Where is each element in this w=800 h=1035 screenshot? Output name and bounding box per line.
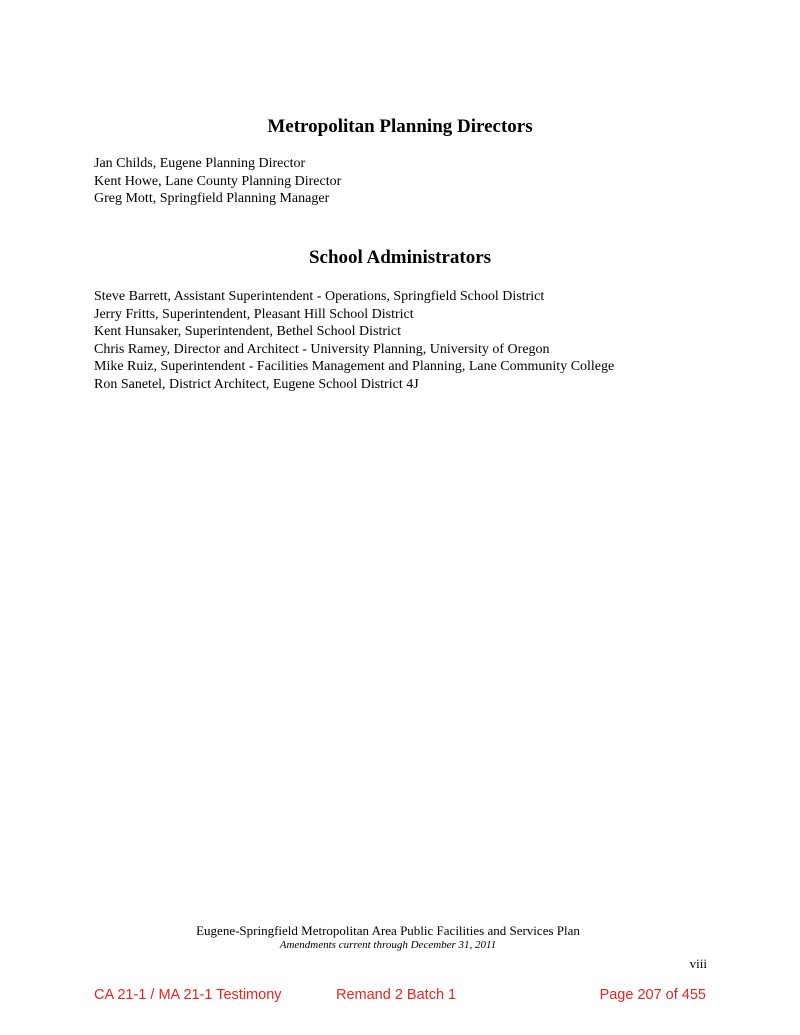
footer-amendments-note: Amendments current through December 31, 2011 — [279, 939, 497, 951]
list-item: Kent Howe, Lane County Planning Director — [94, 173, 342, 189]
testimony-stamp-id: CA 21-1 / MA 21-1 Testimony — [94, 987, 282, 1003]
list-item: Kent Hunsaker, Superintendent, Bethel School District — [94, 324, 401, 340]
school-administrators-list — [94, 288, 614, 394]
list-item: Ron Sanetel, District Architect, Eugene School District 4J — [94, 376, 419, 392]
list-item: Jerry Fritts, Superintendent, Pleasant Hill School District — [94, 306, 414, 322]
list-item: Jan Childs, Eugene Planning Director — [94, 156, 306, 171]
list-item: Greg Mott, Springfield Planning Manager — [94, 191, 330, 207]
section-heading-school-administrators: School Administrators — [308, 247, 492, 268]
planning-directors-list — [94, 155, 341, 208]
footer-document-title: Eugene-Springfield Metropolitan Area Public Facilities and Services Plan — [196, 923, 580, 938]
section-heading-planning-directors: Metropolitan Planning Directors — [267, 116, 533, 137]
list-item: Mike Ruiz, Superintendent - Facilities Management and Planning, Lane Community College — [94, 359, 615, 375]
testimony-stamp-page: Page 207 of 455 — [599, 987, 706, 1003]
page-number-roman: viii — [689, 956, 707, 971]
testimony-stamp-batch: Remand 2 Batch 1 — [336, 987, 457, 1003]
list-item: Steve Barrett, Assistant Superintendent - Operations, Springfield School District — [94, 289, 545, 304]
list-item: Chris Ramey, Director and Architect - University Planning, University of Oregon — [94, 341, 550, 357]
